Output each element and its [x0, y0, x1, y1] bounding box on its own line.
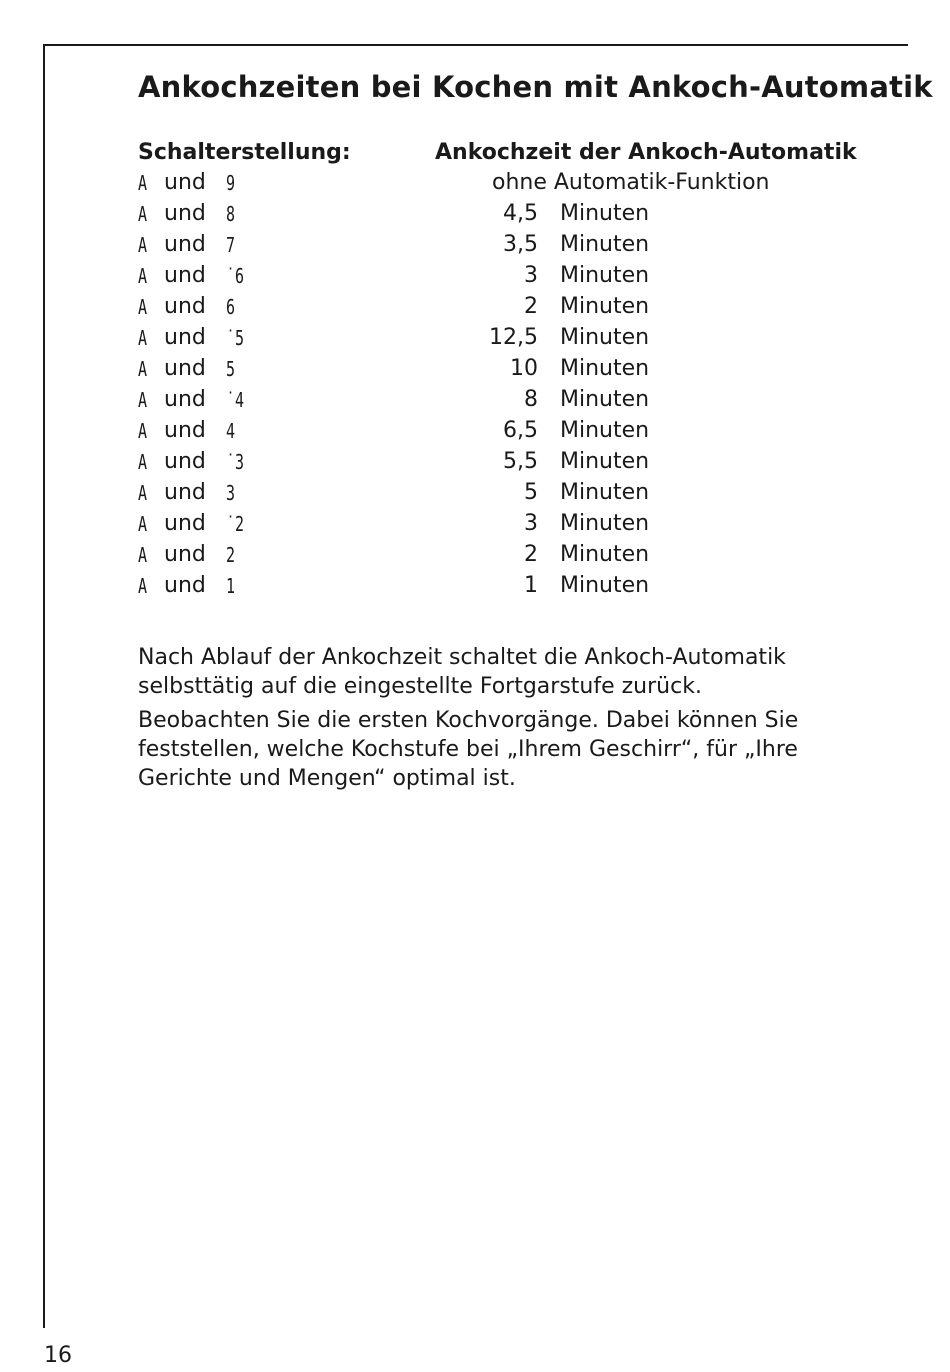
column-header-switch-position: Schalterstellung: [138, 140, 351, 165]
connector-word: und [164, 387, 206, 412]
automatic-symbol: A [138, 543, 148, 567]
heat-level-symbol: 9 [226, 171, 236, 195]
boost-time-unit: Minuten [560, 449, 650, 474]
connector-word: und [164, 325, 206, 350]
heat-level-symbol: 3 [226, 481, 236, 505]
heat-level-symbol: 8 [226, 202, 236, 226]
table-row [0, 356, 950, 387]
table-row [0, 294, 950, 325]
automatic-symbol: A [138, 233, 148, 257]
table-row [0, 449, 950, 480]
boost-time-unit: Minuten [560, 294, 650, 319]
table-row [0, 325, 950, 356]
boost-time-unit: Minuten [560, 542, 650, 567]
boost-time-text: ohne Automatik-Funktion [492, 170, 770, 195]
table-row [0, 480, 950, 511]
boost-time-unit: Minuten [560, 201, 650, 226]
automatic-symbol: A [138, 264, 148, 288]
connector-word: und [164, 511, 206, 536]
heat-level-symbol: 2 [226, 543, 236, 567]
heat-level-symbol: ˙3 [226, 450, 245, 474]
heat-level-symbol: ˙4 [226, 388, 245, 412]
boost-time-value: 5,5 [503, 449, 538, 474]
paragraph-auto-switch-back: Nach Ablauf der Ankochzeit schaltet die Ankoch-Automatik selbsttätig auf die eingestellte Fortgarstufe zurück. [138, 645, 786, 699]
page-number: 16 [44, 1343, 72, 1368]
automatic-symbol: A [138, 202, 148, 226]
page-title: Ankochzeiten bei Kochen mit Ankoch-Automatik [138, 70, 933, 104]
connector-word: und [164, 573, 206, 598]
heat-level-symbol: 1 [226, 574, 236, 598]
boost-time-value: 2 [524, 542, 538, 567]
boost-time-value: 8 [524, 387, 538, 412]
boost-time-value: 5 [524, 480, 538, 505]
boost-time-value: 10 [510, 356, 538, 381]
boost-time-value: 1 [524, 573, 538, 598]
automatic-symbol: A [138, 326, 148, 350]
top-border-rule [43, 44, 908, 46]
boost-time-value: 3 [524, 511, 538, 536]
connector-word: und [164, 480, 206, 505]
connector-word: und [164, 170, 206, 195]
boost-time-unit: Minuten [560, 263, 650, 288]
heat-level-symbol: ˙2 [226, 512, 245, 536]
boost-time-unit: Minuten [560, 418, 650, 443]
heat-level-symbol: 7 [226, 233, 236, 257]
table-row [0, 418, 950, 449]
boost-time-value: 3,5 [503, 232, 538, 257]
table-row [0, 263, 950, 294]
boost-time-value: 6,5 [503, 418, 538, 443]
heat-level-symbol: 6 [226, 295, 236, 319]
connector-word: und [164, 418, 206, 443]
table-row [0, 542, 950, 573]
boost-time-unit: Minuten [560, 573, 650, 598]
boost-time-unit: Minuten [560, 480, 650, 505]
table-row [0, 232, 950, 263]
connector-word: und [164, 449, 206, 474]
automatic-symbol: A [138, 481, 148, 505]
heat-level-symbol: 5 [226, 357, 236, 381]
connector-word: und [164, 542, 206, 567]
boost-time-unit: Minuten [560, 387, 650, 412]
boost-time-unit: Minuten [560, 325, 650, 350]
boost-time-value: 4,5 [503, 201, 538, 226]
automatic-symbol: A [138, 419, 148, 443]
automatic-symbol: A [138, 171, 148, 195]
heat-level-symbol: 4 [226, 419, 236, 443]
table-row [0, 511, 950, 542]
automatic-symbol: A [138, 574, 148, 598]
connector-word: und [164, 263, 206, 288]
automatic-symbol: A [138, 512, 148, 536]
connector-word: und [164, 356, 206, 381]
connector-word: und [164, 201, 206, 226]
automatic-symbol: A [138, 450, 148, 474]
heat-level-symbol: ˙5 [226, 326, 245, 350]
paragraph-observe-cooking: Beobachten Sie die ersten Kochvorgänge. Dabei können Sie feststellen, welche Kochstufe bei „Ihrem Geschirr“, für „Ihre Gerichte und Mengen“ optimal ist. [138, 708, 799, 791]
boost-time-value: 2 [524, 294, 538, 319]
boost-time-unit: Minuten [560, 511, 650, 536]
table-row [0, 387, 950, 418]
table-row [0, 201, 950, 232]
automatic-symbol: A [138, 295, 148, 319]
heat-level-symbol: ˙6 [226, 264, 245, 288]
boost-time-unit: Minuten [560, 232, 650, 257]
boost-time-unit: Minuten [560, 356, 650, 381]
table-row [0, 170, 950, 201]
automatic-symbol: A [138, 388, 148, 412]
boost-time-value: 3 [524, 263, 538, 288]
column-header-boost-time: Ankochzeit der Ankoch-Automatik [435, 140, 857, 165]
connector-word: und [164, 232, 206, 257]
table-row [0, 573, 950, 604]
connector-word: und [164, 294, 206, 319]
boost-time-value: 12,5 [489, 325, 538, 350]
automatic-symbol: A [138, 357, 148, 381]
